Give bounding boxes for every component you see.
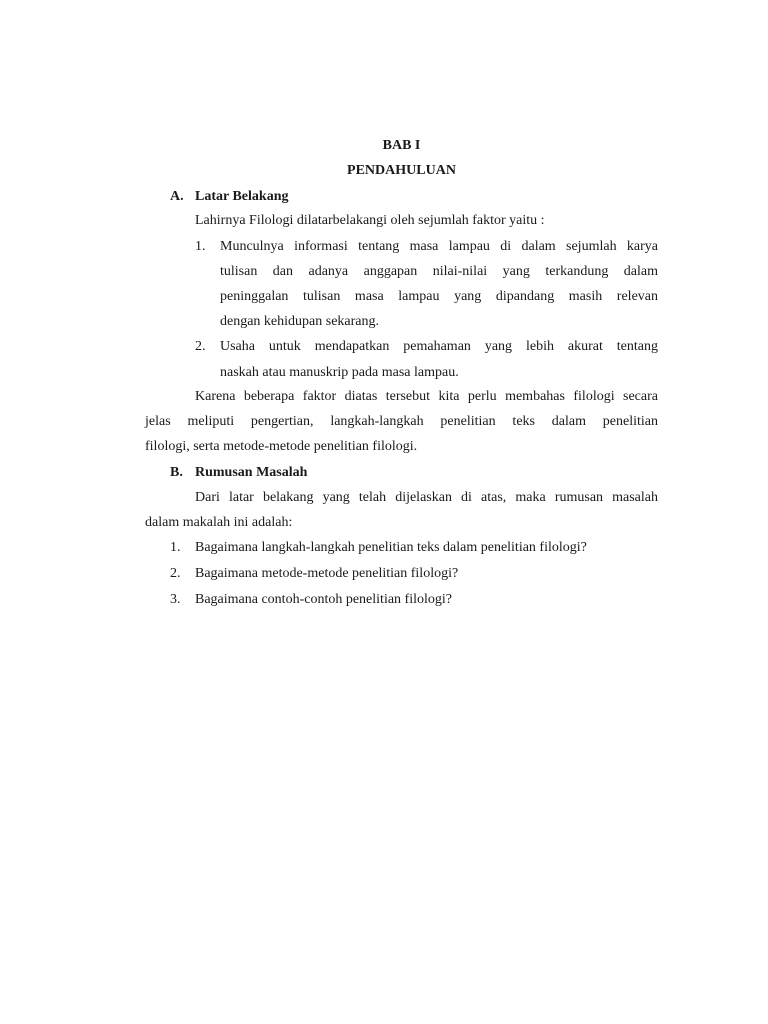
chapter-label: BAB I <box>382 138 421 153</box>
section-a-closing-line-1: Karena beberapa faktor diatas tersebut kita perlu membahas filologi secara <box>195 389 658 404</box>
section-b-item-1-number: 1. <box>170 540 181 555</box>
section-a-marker: A. <box>170 189 184 204</box>
section-b-intro-line-1: Dari latar belakang yang telah dijelaskan di atas, maka rumusan masalah <box>195 490 658 505</box>
chapter-title: PENDAHULUAN <box>347 163 456 178</box>
section-a-item-1-line-1: Munculnya informasi tentang masa lampau di dalam sejumlah karya <box>220 239 658 254</box>
section-a-closing-line-3: filologi, serta metode-metode penelitian filologi. <box>145 439 418 454</box>
section-b-heading: Rumusan Masalah <box>195 465 308 480</box>
section-a-heading: Latar Belakang <box>195 189 289 204</box>
section-a-item-1-line-3: peninggalan tulisan masa lampau yang dipandang masih relevan <box>220 289 658 304</box>
section-a-item-2-number: 2. <box>195 339 206 354</box>
section-a-item-1-line-4: dengan kehidupan sekarang. <box>220 314 379 329</box>
section-b-item-3-text: Bagaimana contoh-contoh penelitian filologi? <box>195 592 452 607</box>
section-a-item-1-line-2: tulisan dan adanya anggapan nilai-nilai yang terkandung dalam <box>220 264 658 279</box>
section-b-intro-line-2: dalam makalah ini adalah: <box>145 515 293 530</box>
section-a-closing-line-2: jelas meliputi pengertian, langkah-langkah penelitian teks dalam penelitian <box>145 414 658 429</box>
section-b-item-2-text: Bagaimana metode-metode penelitian filologi? <box>195 566 459 581</box>
section-b-item-3-number: 3. <box>170 592 181 607</box>
section-a-item-2-line-1: Usaha untuk mendapatkan pemahaman yang lebih akurat tentang <box>220 339 658 354</box>
section-b-item-2-number: 2. <box>170 566 181 581</box>
section-b-item-1-text: Bagaimana langkah-langkah penelitian teks dalam penelitian filologi? <box>195 540 587 555</box>
section-a-item-2-line-2: naskah atau manuskrip pada masa lampau. <box>220 365 459 380</box>
section-a-intro: Lahirnya Filologi dilatarbelakangi oleh sejumlah faktor yaitu : <box>195 213 545 228</box>
section-a-item-1-number: 1. <box>195 239 206 254</box>
section-b-marker: B. <box>170 465 183 480</box>
